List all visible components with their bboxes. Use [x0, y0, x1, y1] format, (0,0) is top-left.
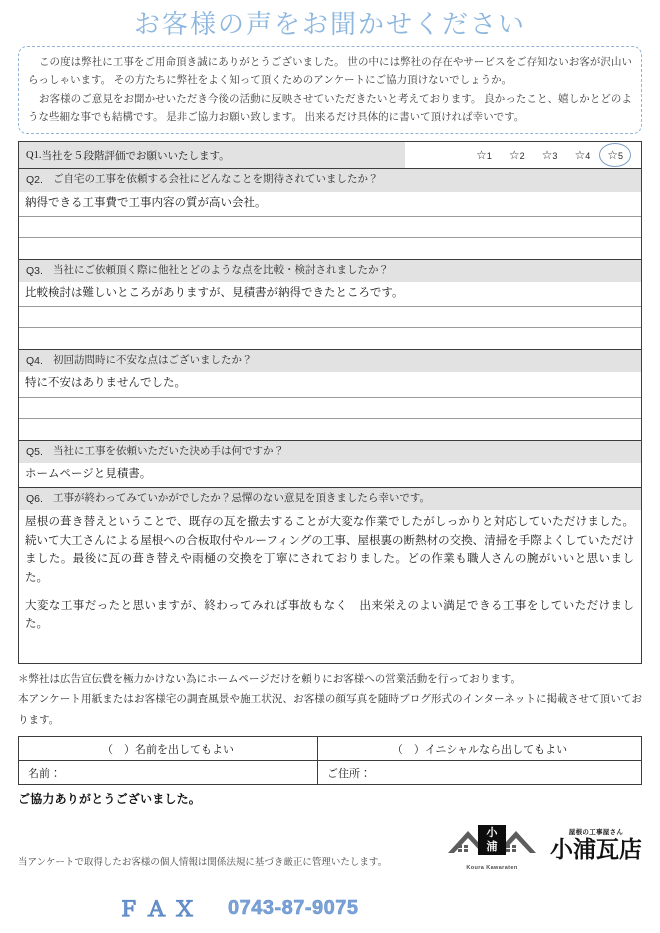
- rating-option-3[interactable]: [540, 146, 560, 164]
- rating-option-4-label: 4: [585, 151, 591, 162]
- q6-answer-body[interactable]: [19, 510, 641, 663]
- q1-header-row: [19, 142, 641, 168]
- logo-company-name: 小浦瓦店: [550, 836, 642, 863]
- q4-answer-line-2[interactable]: [19, 398, 641, 419]
- thanks-message: ご協力ありがとうございました。: [18, 792, 202, 807]
- q2-answer-line-1[interactable]: 納得できる工事費で工事内容の質が高い会社。: [19, 192, 641, 217]
- q4-answer-line-1[interactable]: 特に不安はありませんでした。: [19, 372, 641, 397]
- q1-label: [19, 142, 405, 168]
- consent-fields-row: [19, 761, 642, 785]
- question-block-q4: [19, 350, 641, 440]
- star-icon: ☆: [508, 148, 520, 163]
- q6-text: 工事が終わってみていかがでしたか？忌憚のない意見を頂きましたら幸いです。: [53, 493, 431, 505]
- notes-section: [18, 670, 642, 731]
- roof-house-logo-icon: [444, 819, 540, 871]
- q6-header-row: [19, 488, 641, 510]
- q5-answer-line-1[interactable]: ホームページと見積書。: [25, 467, 152, 480]
- q6-number: Q6.: [26, 493, 43, 506]
- q6-answer-padding: [25, 634, 634, 660]
- rating-option-3-label: 3: [552, 151, 558, 162]
- footer-row: [18, 819, 642, 872]
- q6-answer-paragraph-1: 屋根の葺き替えということで、既存の瓦を撤去することが大変な作業でしたがしっかりと対応していただけました。続いて大工さんによる屋根への合板取付やルーフィングの工事、屋根裏の断熱材の交換、清掃を手際よくしていただけました。最後に瓦の葺き替えや雨樋の交換を丁寧にされておりました。どの作業も職人さんの腕がいいと思いました。: [25, 516, 634, 585]
- fax-number: 0743-87-9075: [228, 896, 359, 919]
- rating-option-1-label: 1: [486, 151, 492, 162]
- rating-option-5[interactable]: [605, 146, 625, 164]
- intro-paragraph-1: この度は弊社に工事をご用命頂き誠にありがとうございました。 世の中には弊社の存在やサービスをご存知ないお客が沢山いらっしゃいます。 その方たちに弊社をよく知って頂くためのアンケートにご協力頂けないでしょうか。: [28, 57, 632, 87]
- q2-header-row: [19, 169, 641, 191]
- q5-number: Q5.: [26, 445, 43, 458]
- q1-text: 当社を５段階評価でお願いいたします。: [41, 150, 230, 162]
- q4-text: 初回訪問時に不安な点はございましたか？: [53, 355, 253, 367]
- q4-header-row: [19, 350, 641, 372]
- q2-answer-line-3[interactable]: [19, 238, 641, 259]
- note-line-2: 本アンケート用紙またはお客様宅の調査風景や施工状況、お客様の顔写真を随時ブログ形式のインターネットに掲載させて頂いております。: [18, 694, 642, 726]
- note-line-1: ＊弊社は広告宣伝費を極力かけない為にホームページだけを頼りにお客様への営業活動を行っております。: [18, 673, 521, 685]
- star-icon: ☆: [541, 148, 553, 163]
- fax-label: ＦＡＸ: [118, 898, 202, 922]
- address-field[interactable]: ご住所：: [318, 761, 642, 785]
- q3-header-row: [19, 260, 641, 282]
- name-field[interactable]: 名前：: [19, 761, 318, 785]
- q3-answer-line-1[interactable]: 比較検討は難しいところがありますが、見積書が納得できたところです。: [19, 282, 641, 307]
- rating-option-1[interactable]: [474, 146, 494, 164]
- q4-number: Q4.: [26, 355, 43, 368]
- question-block-q2: [19, 169, 641, 259]
- intro-paragraph-2: お客様のご意見をお聞かせいただき今後の活動に反映させていただきたいと考えております。 良かったこと、嬉しかとどのような些細な事でも結構です。 是非ご協力お願い致します。 出来るだけ具体的に書いて頂ければ幸いです。: [28, 94, 632, 124]
- q6-answer-paragraph-2: 大変な工事だったと思いますが、終わってみれば事故もなく 出来栄えのよい満足できる工事をしていただけました。: [25, 599, 634, 631]
- rating-option-5-label: 5: [617, 151, 623, 162]
- privacy-note: 当アンケートで取得したお客様の個人情報は関係法規に基づき厳正に管理いたします。: [18, 858, 388, 869]
- star-icon: ☆: [476, 148, 487, 163]
- q3-number: Q3.: [26, 264, 43, 277]
- rating-option-4[interactable]: [572, 146, 592, 164]
- page-title: お客様の声をお聞かせください: [133, 9, 526, 39]
- q2-answer-line-2[interactable]: [19, 217, 641, 238]
- q3-text: 当社にご依頼頂く際に他社とどのような点を比較・検討されましたか？: [53, 264, 389, 276]
- q2-text: ご自宅の工事を依頼する会社にどんなことを期待されていましたか？: [53, 174, 379, 186]
- logo-text-block: [550, 830, 642, 862]
- consent-options-row: [19, 737, 642, 761]
- question-block-q5: [19, 441, 641, 488]
- q3-answer-line-2[interactable]: [19, 307, 641, 328]
- consent-option-full-name[interactable]: （ ）名前を出してもよい: [19, 737, 318, 761]
- svg-text:浦: 浦: [486, 841, 498, 854]
- question-block-q6: [19, 488, 641, 663]
- q2-number: Q2.: [26, 174, 43, 187]
- rating-scale: [405, 142, 641, 168]
- rating-option-2-label: 2: [519, 151, 525, 162]
- consent-option-initials[interactable]: （ ）イニシャルなら出してもよい: [318, 737, 642, 761]
- survey-form: [18, 141, 642, 664]
- star-icon: ☆: [574, 148, 586, 163]
- consent-table: [18, 736, 642, 785]
- logo-mark-caption: Koura Kawaraten: [466, 865, 518, 872]
- q4-answer-line-3[interactable]: [19, 419, 641, 440]
- q5-header-row: [19, 441, 641, 463]
- intro-box: [18, 46, 642, 134]
- q5-text: 当社に工事を依頼いただいた決め手は何ですか？: [53, 445, 284, 457]
- question-block-q3: [19, 260, 641, 350]
- company-logo: [444, 819, 642, 872]
- logo-tagline: 屋根の工事屋さん: [568, 828, 624, 836]
- star-icon: ☆: [607, 148, 618, 163]
- q1-number: Q1.: [26, 149, 42, 161]
- question-block-q1: [19, 142, 641, 169]
- rating-option-2[interactable]: [507, 146, 527, 164]
- svg-text:小: 小: [486, 827, 498, 840]
- fax-row: [0, 893, 660, 923]
- q3-answer-line-3[interactable]: [19, 328, 641, 349]
